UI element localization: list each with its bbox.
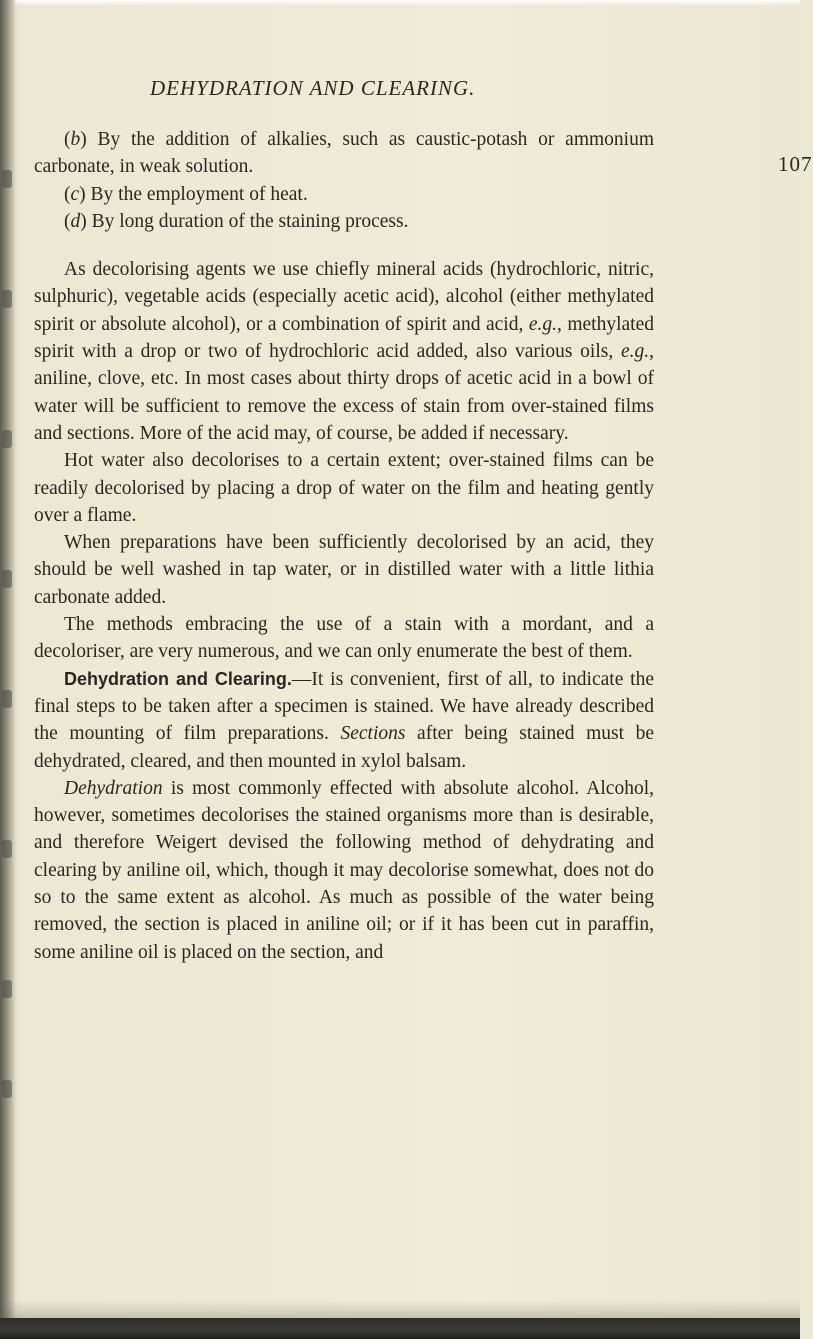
paragraph-decolorising-agents (34, 256, 654, 447)
list-marker: d (70, 210, 81, 232)
italic-abbreviation: e.g. (620, 341, 650, 363)
list-item: (b) By the addition of alkalies, such as caustic-potash or ammonium carbonate, in weak solution. (34, 129, 654, 178)
list-marker: b (70, 129, 81, 150)
paragraph-text: after being stained must be dehydrated, cleared, and then mounted in xylol balsam. (34, 723, 654, 772)
paragraph-hot-water: Hot water also decolorises to a certain extent; over-stained films can be readily decolorised by placing a drop of water on the film and heating gently over a flame. (34, 450, 654, 526)
gutter-mark (2, 690, 12, 708)
running-title: DEHYDRATION AND CLEARING. (150, 76, 476, 100)
list-item-text: By long duration of the staining process. (86, 210, 409, 232)
italic-abbreviation: e.g. (528, 313, 557, 335)
paragraph-mordant-methods: The methods embracing the use of a stain with a mordant, and a decoloriser, are very numerous, and we can only enumerate the best of them. (34, 614, 654, 663)
paragraph-text: is most commonly effected with absolute alcohol. Alcohol, however, sometimes decolorises the stained organisms more than is desirable, and therefore Weigert devised the following method of dehydrating and clearing by aniline oil, which, though it may decolorise somewhat, does not do so to the same extent as alcohol. As much as possible of the water being removed, the section is placed in aniline oil; or if it has been cut in paraffin, some aniline oil is placed on the section, and (34, 777, 654, 963)
book-gutter (0, 0, 16, 1339)
gutter-mark (2, 1080, 12, 1098)
page-top-edge (0, 0, 800, 6)
gutter-mark (2, 840, 12, 858)
page-bottom-edge (0, 1318, 800, 1339)
gutter-mark (2, 170, 12, 188)
gutter-mark (2, 430, 12, 448)
page-bottom-shadow (0, 1300, 800, 1318)
paragraph-washing: When preparations have been sufficiently decolorised by an acid, they should be well washed in tap water, or in distilled water with a little lithia carbonate added. (34, 532, 654, 608)
paragraph-text: As decolorising agents we use chiefly mineral acids (hydrochloric, nitric, sulphuric), vegetable acids (especially acetic acid), alcohol (either methylated spirit or absolute alcohol), or a combination of spirit and acid, (34, 259, 654, 335)
list-item-text: By the employment of heat. (85, 183, 308, 205)
gutter-mark (2, 570, 12, 588)
list-marker: c (70, 183, 80, 205)
list-item-text: By the addition of alkalies, such as caustic-potash or ammonium carbonate, in weak solution. (34, 129, 654, 178)
list-item: (c) By the employment of heat. (64, 183, 308, 205)
gutter-mark (2, 980, 12, 998)
paragraph-dehydration-method (34, 775, 654, 966)
italic-term: Dehydration (64, 777, 163, 799)
gutter-mark (2, 290, 12, 308)
page-number: 107 (778, 152, 813, 176)
paragraph-dehydration-clearing (34, 666, 654, 775)
paragraph-text: , aniline, clove, etc. In most cases about thirty drops of acetic acid in a bowl of water will be sufficient to remove the excess of stain from over-stained films and sections. More of the acid may, of course, be added if necessary. (34, 341, 654, 444)
paragraph-text: , methylated spirit with a drop or two of hydrochloric acid added, also various oils, (34, 313, 654, 363)
list-item: (d) By long duration of the staining process. (64, 210, 409, 232)
paragraph-text: —It is convenient, first of all, to indicate the final steps to be taken after a specimen is stained. We have already described the mounting of film preparations. (34, 668, 654, 745)
section-heading: Dehydration and Clearing. (64, 668, 292, 689)
paragraph-gap (34, 235, 654, 256)
body-text (34, 126, 654, 966)
italic-term: Sections (340, 723, 406, 745)
